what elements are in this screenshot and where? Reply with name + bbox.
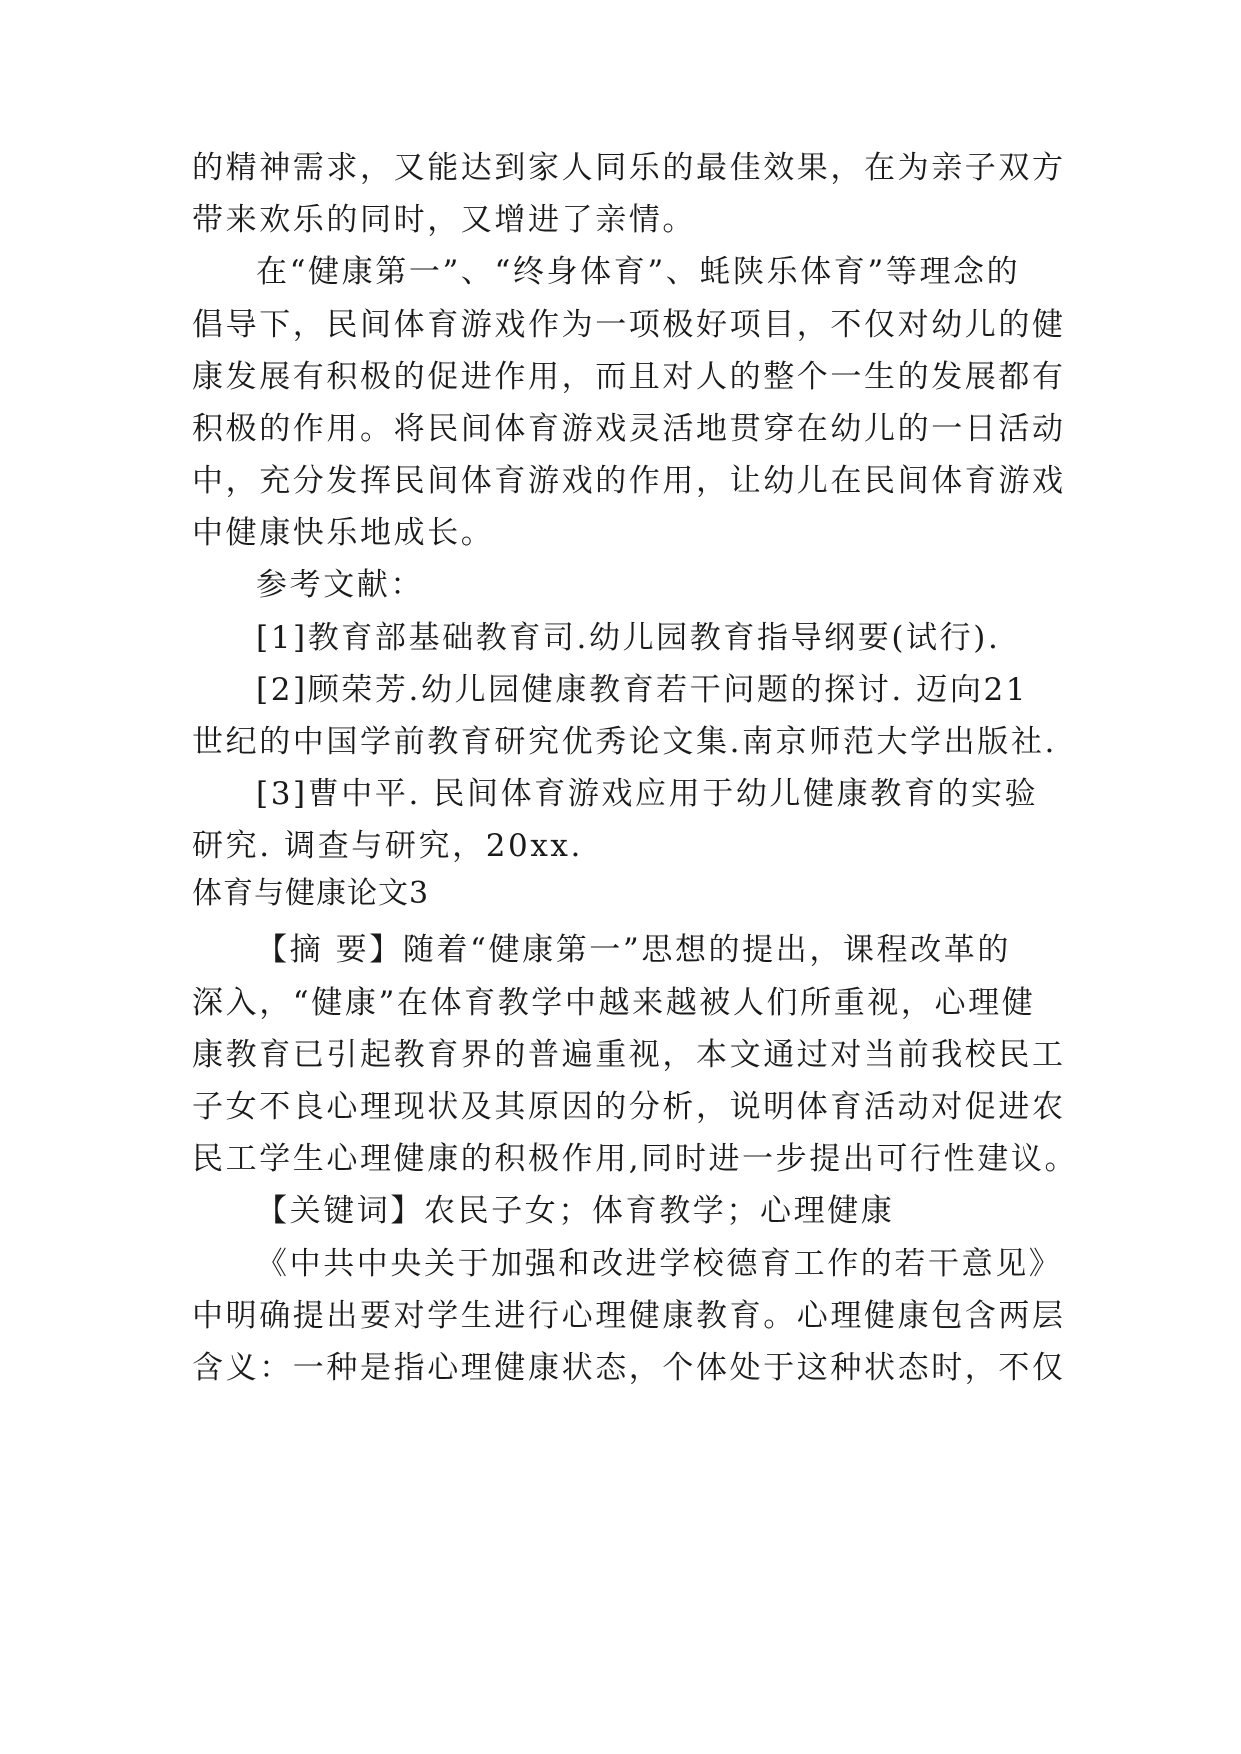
text-line: 倡导下，民间体育游戏作为一项极好项目，不仅对幼儿的健 xyxy=(192,307,1066,343)
reference-item: [3]曹中平. 民间体育游戏应用于幼儿健康教育的实验 xyxy=(256,776,1039,812)
text-line: 《中共中央关于加强和改进学校德育工作的若干意见》 xyxy=(256,1246,1063,1282)
text-line: 的精神需求，又能达到家人同乐的最佳效果，在为亲子双方 xyxy=(192,150,1066,186)
text-line: 中，充分发挥民间体育游戏的作用，让幼儿在民间体育游戏 xyxy=(192,463,1066,499)
abstract-line: 【摘 要】随着“健康第一”思想的提出，课程改革的 xyxy=(256,932,1011,968)
reference-item: [2]顾荣芳.幼儿园健康教育若干问题的探讨. 迈向21 xyxy=(256,672,1029,708)
text-line: 中明确提出要对学生进行心理健康教育。心理健康包含两层 xyxy=(192,1298,1066,1334)
text-line: 积极的作用。将民间体育游戏灵活地贯穿在幼儿的一日活动 xyxy=(192,411,1066,447)
text-line: 康发展有积极的促进作用，而且对人的整个一生的发展都有 xyxy=(192,359,1066,395)
references-heading: 参考文献： xyxy=(256,567,424,603)
text-line: 深入，“健康”在体育教学中越来越被人们所重视，心理健 xyxy=(192,985,1036,1021)
text-line: 带来欢乐的同时，又增进了亲情。 xyxy=(192,202,696,238)
text-line: 子女不良心理现状及其原因的分析，说明体育活动对促进农 xyxy=(192,1089,1066,1125)
text-line: 世纪的中国学前教育研究优秀论文集.南京师范大学出版社. xyxy=(192,724,1057,760)
text-line: 研究. 调查与研究，20xx. xyxy=(192,828,583,864)
text-line: 民工学生心理健康的积极作用,同时进一步提出可行性建议。 xyxy=(192,1141,1079,1177)
keywords-line: 【关键词】农民子女；体育教学；心理健康 xyxy=(256,1193,895,1229)
text-line: 康教育已引起教育界的普遍重视，本文通过对当前我校民工 xyxy=(192,1037,1066,1073)
section-title: 体育与健康论文3 xyxy=(192,876,430,911)
text-line: 中健康快乐地成长。 xyxy=(192,515,495,551)
text-line: 含义：一种是指心理健康状态，个体处于这种状态时，不仅 xyxy=(192,1350,1066,1386)
reference-item: [1]教育部基础教育司.幼儿园教育指导纲要(试行). xyxy=(256,620,1001,656)
text-line: 在“健康第一”、“终身体育”、蚝陕乐体育”等理念的 xyxy=(256,254,1021,290)
